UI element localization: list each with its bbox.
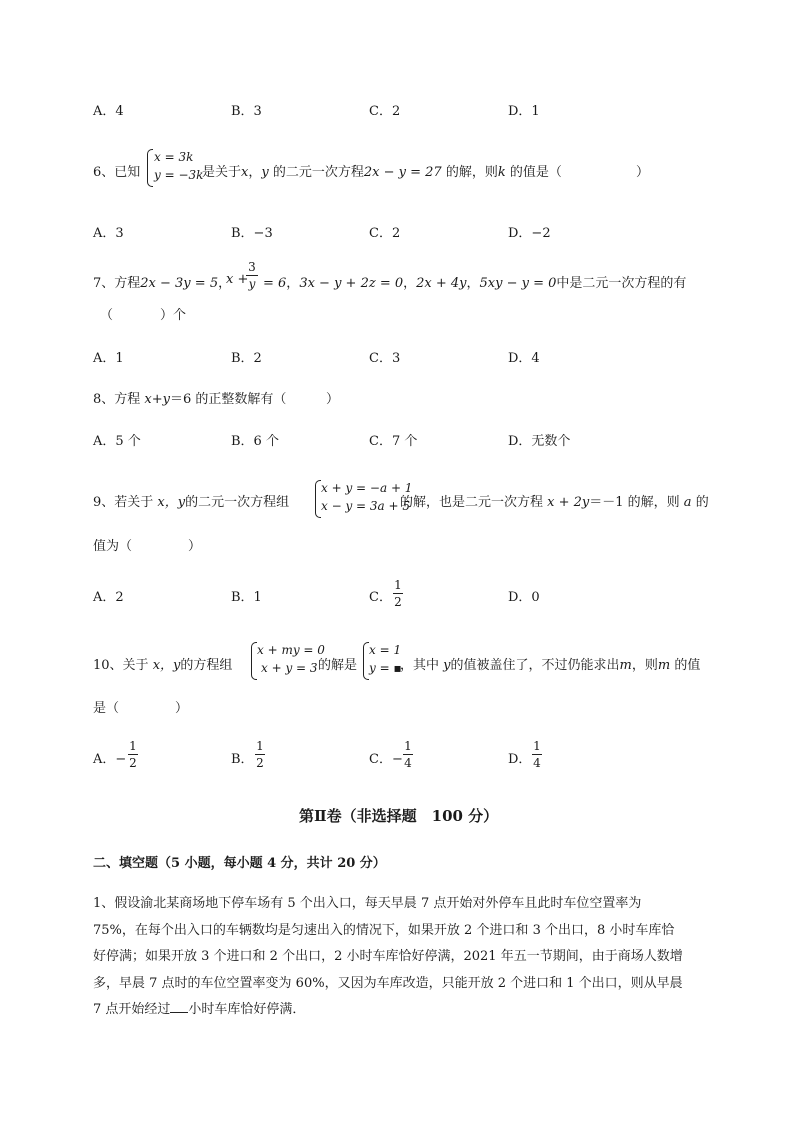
q9-line2-close: ）: [188, 539, 202, 554]
q8-close-paren: ）: [326, 392, 340, 407]
q6-option-d: D．−2: [508, 226, 551, 241]
q10-system-line1: x + my = 0: [257, 643, 325, 657]
fill-q1-line2: 75%，在每个出入口的车辆数均是匀速出入的情况下，如果开放 2 个进口和 3 个出口，8 小时车库恰: [93, 922, 675, 938]
q10-solution-line2: y = ▪: [369, 661, 402, 675]
q8-stem: 8、方程 x+y＝6 的正整数解有（: [93, 392, 287, 407]
q9-line2-open: 值为（: [93, 539, 133, 554]
q5-option-b: B．3: [231, 104, 262, 119]
q7-option-b: B．2: [231, 351, 262, 366]
q10-system: [257, 641, 325, 677]
q6-prefix: 6、已知: [93, 165, 141, 180]
q10-option-b: B．: [231, 752, 254, 767]
q10-solution: [369, 641, 402, 677]
q10-option-a-fraction: 1 2: [129, 739, 137, 770]
q8-option-c: C．7 个: [369, 434, 418, 449]
q7-eq2-left: x +: [226, 272, 249, 287]
q7-option-c: C．3: [369, 351, 401, 366]
q8-option-b: B．6 个: [231, 434, 279, 449]
q6-option-a: A．3: [93, 226, 124, 241]
q8-option-a: A．5 个: [93, 434, 141, 449]
q8-option-d: D．无数个: [508, 434, 571, 449]
answer-blank[interactable]: [170, 1001, 188, 1013]
q6-option-b: B．−3: [231, 226, 273, 241]
q9-stem-a: 9、若关于 x，y的二元一次方程组: [93, 495, 290, 510]
q5-option-d: D．1: [508, 104, 540, 119]
q7-eq2-fraction: 3 y: [246, 260, 258, 291]
fill-q1-paragraph: [93, 891, 753, 1024]
q9-stem-b: 的解，也是二元一次方程 x + 2y＝－1 的解，则 a 的: [400, 495, 709, 510]
q10-stem-a: 10、关于 x，y的方程组: [93, 658, 233, 673]
q6-system: [154, 148, 203, 184]
q9-system-line1: x + y = −a + 1: [321, 481, 413, 495]
q10-option-d: D．: [508, 752, 532, 767]
q9-option-d: D．0: [508, 590, 540, 605]
q6-close-paren: ）: [636, 165, 650, 180]
q7-line2-open: （: [100, 308, 114, 323]
q9-option-c-fraction: 1 2: [394, 578, 402, 609]
q6-option-c: C．2: [369, 226, 401, 241]
q9-system-line2: x − y = 3a + 5: [321, 499, 411, 513]
fill-q1-line1: 1、假设渝北某商场地下停车场有 5 个出入口，每天早晨 7 点开始对外停车且此时车位空置率为: [93, 896, 642, 911]
q10-line2-open: 是（: [93, 701, 120, 716]
fill-in-heading: 二、填空题（5 小题，每小题 4 分，共计 20 分）: [93, 856, 386, 871]
section-2-title: 第Ⅱ卷（非选择题 100 分）: [299, 807, 499, 825]
q5-option-c: C．2: [369, 104, 401, 119]
q7-line1-b: = 6，3x − y + 2z = 0，2x + 4y，5xy − y = 0中是二元一次方程的有: [263, 276, 687, 291]
q9-system: [321, 479, 412, 515]
q6-equation: 2x − y = 27: [363, 165, 442, 180]
q10-line2-close: ）: [175, 701, 189, 716]
q10-solution-line1: x = 1: [369, 643, 402, 657]
q6-stem: 是关于x，y 的二元一次方程2x − y = 27 的解，则k 的值是（: [202, 165, 562, 180]
q6-system-line2: y = −3k: [154, 168, 204, 182]
q9-option-b: B．1: [231, 590, 262, 605]
fill-q1-line3: 好停满；如果开放 3 个进口和 2 个出口，2 小时车库恰好停满，2021 年五一节期间，由于商场人数增: [93, 949, 683, 964]
fill-q1-line5: 7 点开始经过 小时车库恰好停满．: [93, 1002, 306, 1017]
q10-stem-c: ，其中 y的值被盖住了，不过仍能求出m，则m 的值: [400, 658, 701, 673]
q9-option-a: A．2: [93, 590, 124, 605]
fill-q1-line4: 多，早晨 7 点时的车位空置率变为 60%，又因为车库改造，只能开放 2 个进口和 1 个出口，则从早晨: [93, 975, 683, 991]
q7-line1-a: 7、方程2x − 3y = 5，: [93, 276, 232, 291]
q10-option-c-fraction: 1 4: [404, 739, 412, 770]
q6-system-brace: [147, 149, 153, 187]
q6-system-line1: x = 3k: [154, 150, 194, 164]
q10-stem-b: 的解是: [318, 658, 358, 673]
q10-option-b-fraction: 1 2: [256, 739, 264, 770]
q7-line2-close: ）个: [160, 308, 187, 323]
q9-option-c: C．: [369, 590, 392, 605]
q7-option-a: A．1: [93, 351, 124, 366]
q10-option-a: A．−: [93, 752, 127, 767]
q7-option-d: D．4: [508, 351, 540, 366]
q10-option-d-fraction: 1 4: [533, 739, 541, 770]
q10-system-line2: x + y = 3: [261, 661, 318, 675]
q10-option-c: C．−: [369, 752, 403, 767]
q5-option-a: A．4: [93, 104, 124, 119]
